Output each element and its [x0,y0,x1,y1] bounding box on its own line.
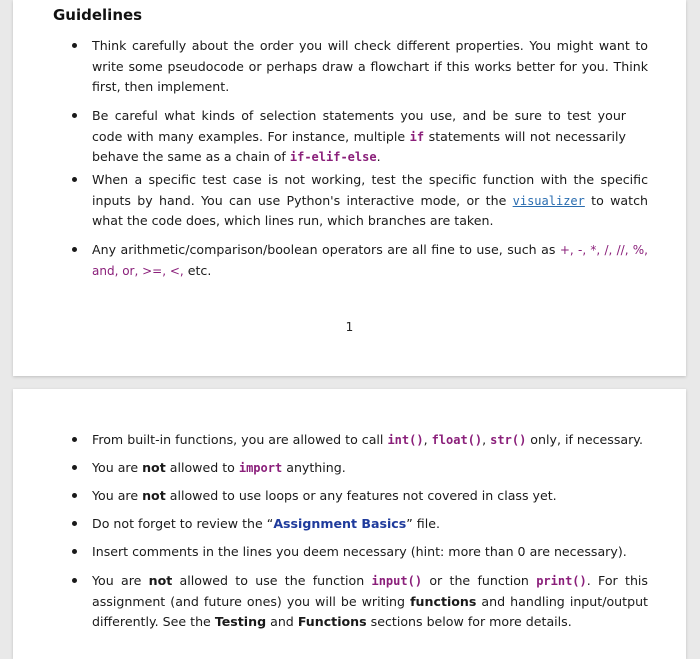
code-print: print() [536,574,587,588]
bullet-icon [72,113,77,118]
list-item-text: From built-in functions, you are allowed to call int(), float(), str() only, if necessary. [92,432,643,447]
list-item-text: Be careful what kinds of selection statements you use, and be sure to test your code with many examples. For instance, multiple if statements will not necessarily behave the same as a chain of if-elif-else. [92,108,626,164]
bullet-icon [72,247,77,252]
code-input: input() [371,574,423,588]
list-item-text: You are not allowed to use loops or any features not covered in class yet. [92,488,557,503]
bold-functions: functions [410,593,477,609]
bold-testing: Testing [214,614,267,629]
page-2 [13,389,686,659]
bold-not: not [148,573,173,588]
list-item-text: Do not forget to review the “Assignment Basics” file. [92,516,440,531]
list-item-text: When a specific test case is not working, test the specific function with the specific inputs by hand. You can use Python's interactive mode, or the visualizer to watch what the code does, which lines run, which branches are taken. [92,172,648,228]
visualizer-link[interactable]: visualizer [512,193,585,208]
list-item-text: You are not allowed to use the function input() or the function print(). For this assignment (and future ones) you will be writing functions and handling input/output differently. See the Testing and Functions sections below for more details. [92,573,648,629]
page-number: 1 [345,320,354,334]
list-item-text: You are not allowed to import anything. [92,460,346,475]
assignment-basics-link[interactable]: Assignment Basics [273,516,407,531]
operators-list: +, -, *, /, //, %, and, or, >=, <, [92,243,649,278]
bullet-icon [72,437,77,442]
bullet-icon [72,177,77,182]
list-item-text: Any arithmetic/comparison/boolean operators are all fine to use, such as +, -, *, /, //, %, and, or, >=, <, etc. [92,242,649,278]
code-float: float() [431,433,483,447]
code-if-elif-else: if-elif-else [289,150,377,164]
code-str: str() [490,433,527,447]
code-import: import [238,461,283,475]
bold-functions-section: Functions [297,614,367,629]
list-item-text: Insert comments in the lines you deem necessary (hint: more than 0 are necessary). [92,544,627,559]
page-1 [13,0,686,376]
list-item-text: Think carefully about the order you will check different properties. You might want to write some pseudocode or perhaps draw a flowchart if this works better for you. Think first, then implement. [92,38,648,94]
bullet-icon [72,549,77,554]
bold-not: not [142,488,166,503]
bullet-icon [72,578,77,583]
guidelines-heading: Guidelines [53,6,143,24]
code-if: if [409,129,425,144]
code-int: int() [387,433,424,447]
bold-not: not [142,460,166,475]
bullet-icon [72,43,77,48]
bullet-icon [72,521,77,526]
bullet-icon [72,493,77,498]
bullet-icon [72,465,77,470]
